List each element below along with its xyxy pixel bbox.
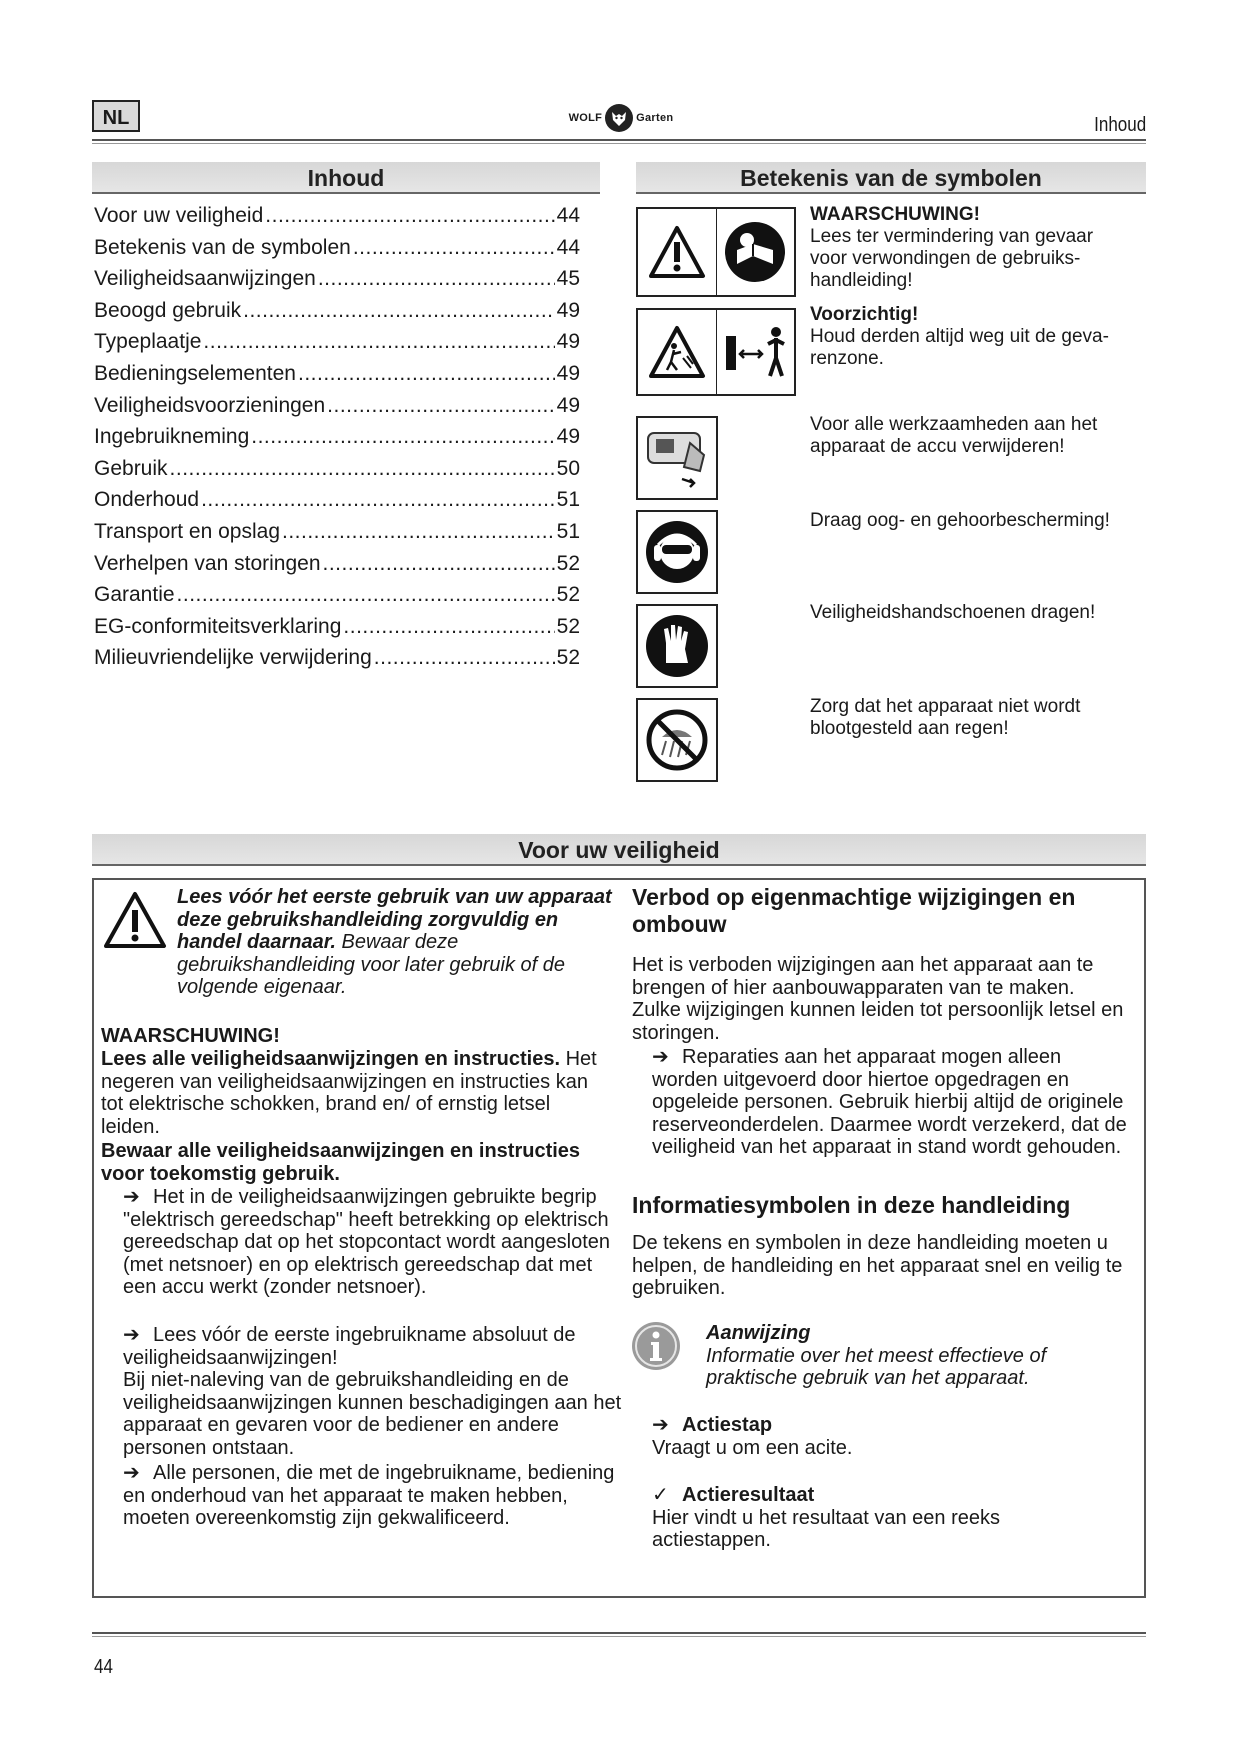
toc-item-title: Garantie bbox=[94, 583, 175, 607]
safety-intro-rest: Bewaar deze gebruikshandleiding voor later gebruik of de volgende eigenaar. bbox=[177, 931, 566, 999]
toc-item[interactable] bbox=[94, 552, 580, 584]
symbol-text-1 bbox=[810, 204, 1150, 292]
symbol-text-6 bbox=[810, 696, 1150, 740]
toc-item-title: Ingebruikneming bbox=[94, 425, 250, 449]
keep-distance-icon bbox=[717, 310, 795, 394]
symbol-warning-read-manual bbox=[636, 207, 796, 297]
action-step-text: Vraagt u om een acite. bbox=[652, 1436, 853, 1459]
symbol-line: Veiligheidshandschoenen dragen! bbox=[810, 602, 1096, 623]
toc-item-page: 49 bbox=[556, 298, 580, 322]
toc-item-page: 49 bbox=[556, 425, 580, 449]
logo-wordmark-right: Garten bbox=[636, 112, 674, 124]
safety-title: Voor uw veiligheid bbox=[92, 834, 1146, 866]
read-manual-icon bbox=[717, 209, 795, 295]
safety-intro bbox=[177, 886, 615, 999]
symbol-line: handleiding! bbox=[810, 270, 913, 291]
page-number: 44 bbox=[94, 1656, 113, 1678]
toc-leader-dots bbox=[203, 330, 554, 354]
toc-item[interactable] bbox=[94, 394, 580, 426]
symbol-line: voor verwondingen de gebruiks- bbox=[810, 248, 1081, 269]
keep-all-paragraph bbox=[101, 1140, 601, 1185]
toc-leader-dots bbox=[298, 362, 555, 386]
eye-ear-protection-icon bbox=[638, 512, 716, 592]
toc-item-title: Bedieningselementen bbox=[94, 361, 296, 385]
symbol-line: renzone. bbox=[810, 348, 884, 369]
toc-leader-dots bbox=[251, 425, 554, 449]
symbol-caution-keep-distance bbox=[636, 308, 796, 396]
toc-item-page: 52 bbox=[556, 646, 580, 670]
toc-leader-dots bbox=[374, 646, 555, 670]
toc-item-title: Beoogd gebruik bbox=[94, 298, 242, 322]
toc-leader-dots bbox=[201, 488, 555, 512]
symbol-line: Houd derden altijd weg uit de geva- bbox=[810, 326, 1109, 347]
symbol-safety-gloves bbox=[636, 604, 718, 688]
toc-title: Inhoud bbox=[92, 162, 600, 194]
toc-item-page: 51 bbox=[556, 519, 580, 543]
toc-leader-dots bbox=[243, 299, 555, 323]
footer-rule-thin bbox=[92, 1636, 1146, 1637]
symbol-text-3 bbox=[810, 414, 1150, 458]
warning-heading: WAARSCHUWING! bbox=[101, 1025, 280, 1047]
toc-leader-dots bbox=[353, 236, 555, 260]
toc-item[interactable] bbox=[94, 520, 580, 552]
toc-item-page: 50 bbox=[556, 456, 580, 480]
logo-wordmark-left: WOLF bbox=[568, 112, 603, 124]
toc-item-page: 44 bbox=[556, 235, 580, 259]
language-badge: NL bbox=[92, 100, 140, 132]
checkmark-icon: ✓ bbox=[652, 1484, 669, 1506]
toc-item[interactable] bbox=[94, 267, 580, 299]
hint-title: Aanwijzing bbox=[706, 1322, 811, 1344]
bullet-3-text: Alle personen, die met de ingebruikname, bediening en onderhoud van het apparaat te maken hebben, moeten overeenkomstig zijn gekwalificeerd. bbox=[123, 1462, 615, 1530]
toc-item[interactable] bbox=[94, 583, 580, 615]
toc-item-title: Transport en opslag bbox=[94, 519, 280, 543]
modification-heading: Verbod op eigenmachtige wijzigingen en ombouw bbox=[632, 884, 1076, 937]
read-all-rest: Het negeren van veiligheidsaanwijzingen en instructies kan tot elektrische schokken, brand en/ of ernstig letsel leiden. bbox=[101, 1048, 597, 1138]
warning-triangle-icon bbox=[102, 890, 168, 950]
action-result-block bbox=[652, 1484, 1122, 1552]
toc-item-page: 49 bbox=[556, 393, 580, 417]
safety-intro-bold: Lees vóór het eerste gebruik van uw apparaat deze gebruikshandleiding zorgvuldig en handel daarnaar. bbox=[177, 886, 612, 954]
toc-item[interactable] bbox=[94, 615, 580, 647]
symbol-line: Voor alle werkzaamheden aan het bbox=[810, 414, 1098, 435]
action-result-text: Hier vindt u het resultaat van een reeks actiestappen. bbox=[652, 1506, 1000, 1552]
info-icon bbox=[630, 1320, 682, 1372]
toc-item-title: Voor uw veiligheid bbox=[94, 204, 264, 227]
symbol-text-2 bbox=[810, 304, 1150, 370]
action-step-block bbox=[652, 1414, 1122, 1459]
symbol-line: blootgesteld aan regen! bbox=[810, 718, 1009, 739]
toc-item[interactable] bbox=[94, 204, 580, 236]
symbol-heading-2: Voorzichtig! bbox=[810, 304, 919, 325]
toc-item-title: EG-conformiteitsverklaring bbox=[94, 614, 342, 638]
toc-item-page: 49 bbox=[556, 361, 580, 385]
symbol-line: Lees ter vermindering van gevaar bbox=[810, 226, 1094, 247]
toc-item-title: Typeplaatje bbox=[94, 330, 202, 354]
toc-leader-dots bbox=[282, 520, 555, 544]
modification-text: Het is verboden wijzigingen aan het apparaat aan te brengen of hier aanbouwapparaten van te maken. Zulke wijzigingen kunnen leiden tot persoonlijk letsel en storingen. bbox=[632, 954, 1124, 1044]
header-rule bbox=[92, 139, 1146, 141]
symbol-heading-1: WAARSCHUWING! bbox=[810, 204, 980, 225]
toc-item[interactable] bbox=[94, 457, 580, 489]
no-rain-icon bbox=[638, 700, 716, 780]
action-step-title: Actiestap bbox=[682, 1414, 773, 1436]
toc-leader-dots bbox=[327, 394, 554, 418]
bullet-1-text: Het in de veiligheidsaanwijzingen gebruikte begrip "elektrisch gereedschap" heeft betrekking op elektrisch gereedschap dat op het stopcontact wordt aangesloten (met netsnoer) en op elektrisch gereedschap dat met een accu werkt (zonder netsnoer). bbox=[123, 1186, 611, 1299]
toc-item-page: 49 bbox=[556, 330, 580, 354]
safety-gloves-icon bbox=[638, 606, 716, 686]
thrown-objects-warning-icon bbox=[638, 310, 717, 394]
toc-item-page: 52 bbox=[556, 614, 580, 638]
arrow-right-icon: ➔ bbox=[123, 1186, 140, 1208]
toc-item-title: Betekenis van de symbolen bbox=[94, 235, 351, 259]
bullet-2 bbox=[123, 1324, 628, 1460]
wolf-head-icon bbox=[604, 103, 634, 133]
toc-item-title: Gebruik bbox=[94, 456, 168, 480]
bullet-1 bbox=[123, 1186, 623, 1299]
toc-item[interactable] bbox=[94, 488, 580, 520]
info-symbols-heading: Informatiesymbolen in deze handleiding bbox=[632, 1192, 1071, 1218]
toc-item-title: Milieuvriendelijke verwijdering bbox=[94, 646, 372, 670]
arrow-right-icon: ➔ bbox=[123, 1324, 140, 1346]
arrow-right-icon: ➔ bbox=[652, 1414, 669, 1436]
toc-item[interactable] bbox=[94, 330, 580, 362]
read-all-bold: Lees alle veiligheidsaanwijzingen en instructies. bbox=[101, 1048, 561, 1070]
hint-block bbox=[706, 1322, 1126, 1390]
symbol-line: Draag oog- en gehoorbescherming! bbox=[810, 510, 1110, 531]
toc-item-page: 52 bbox=[556, 551, 580, 575]
toc-item-title: Onderhoud bbox=[94, 488, 200, 512]
symbols-title: Betekenis van de symbolen bbox=[636, 162, 1146, 194]
toc-item-page: 51 bbox=[556, 488, 580, 512]
toc-leader-dots bbox=[318, 267, 555, 291]
remove-battery-icon bbox=[638, 418, 716, 498]
symbol-remove-battery bbox=[636, 416, 718, 500]
toc-item[interactable] bbox=[94, 646, 580, 678]
symbol-line: apparaat de accu verwijderen! bbox=[810, 436, 1065, 457]
symbol-line: Zorg dat het apparaat niet wordt bbox=[810, 696, 1081, 717]
footer-rule bbox=[92, 1632, 1146, 1634]
toc-item-page: 45 bbox=[556, 267, 580, 291]
brand-logo bbox=[556, 100, 686, 136]
symbol-text-4 bbox=[810, 510, 1150, 532]
toc-leader-dots bbox=[177, 583, 555, 607]
info-symbols-text: De tekens en symbolen in deze handleiding moeten u helpen, de handleiding en het apparaat snel en veilig te gebruiken. bbox=[632, 1232, 1123, 1300]
header-rule-thin bbox=[92, 143, 1146, 144]
toc-item[interactable] bbox=[94, 362, 580, 394]
bullet-3 bbox=[123, 1462, 631, 1530]
toc-item[interactable] bbox=[94, 236, 580, 268]
action-result-title: Actieresultaat bbox=[682, 1484, 815, 1506]
toc-leader-dots bbox=[323, 552, 555, 576]
toc-leader-dots bbox=[170, 457, 555, 481]
read-all-paragraph bbox=[101, 1048, 601, 1138]
keep-all-bold: Bewaar alle veiligheidsaanwijzingen en instructies voor toekomstig gebruik. bbox=[101, 1140, 581, 1185]
toc-leader-dots bbox=[265, 204, 554, 228]
warning-triangle-icon bbox=[638, 209, 717, 295]
toc-item-page: 52 bbox=[556, 583, 580, 607]
toc-item-page: 44 bbox=[556, 204, 580, 227]
symbol-eye-ear-protection bbox=[636, 510, 718, 594]
toc-item-title: Veiligheidsaanwijzingen bbox=[94, 267, 316, 291]
toc-item[interactable] bbox=[94, 299, 580, 331]
toc-list bbox=[94, 204, 580, 678]
symbol-text-5 bbox=[810, 602, 1150, 624]
symbol-no-rain bbox=[636, 698, 718, 782]
toc-leader-dots bbox=[343, 615, 554, 639]
arrow-right-icon: ➔ bbox=[123, 1462, 140, 1484]
modification-bullet-text: Reparaties aan het apparaat mogen alleen worden uitgevoerd door hiertoe opgedragen en opgeleide personen. Gebruik hierbij altijd de originele reserveonderdelen. Daarmee wordt verzekerd, dat de veiligheid van het apparaat in stand wordt gehouden. bbox=[652, 1046, 1127, 1159]
toc-item-title: Veiligheidsvoorzieningen bbox=[94, 393, 326, 417]
running-header: Inhoud bbox=[1094, 114, 1146, 136]
hint-text: Informatie over het meest effectieve of praktische gebruik van het apparaat. bbox=[706, 1344, 1047, 1390]
toc-item-title: Verhelpen van storingen bbox=[94, 551, 321, 575]
bullet-2-rest: Bij niet-naleving van de gebruikshandleiding en de veiligheidsaanwijzingen kunnen beschadigingen aan het apparaat en gevaren voor de bediener en andere personen ontstaan. bbox=[123, 1369, 622, 1459]
arrow-right-icon: ➔ bbox=[652, 1046, 669, 1068]
toc-item[interactable] bbox=[94, 425, 580, 457]
bullet-2-text: Lees vóór de eerste ingebruikname absoluut de veiligheidsaanwijzingen! bbox=[123, 1324, 576, 1369]
modification-bullet bbox=[652, 1046, 1130, 1159]
